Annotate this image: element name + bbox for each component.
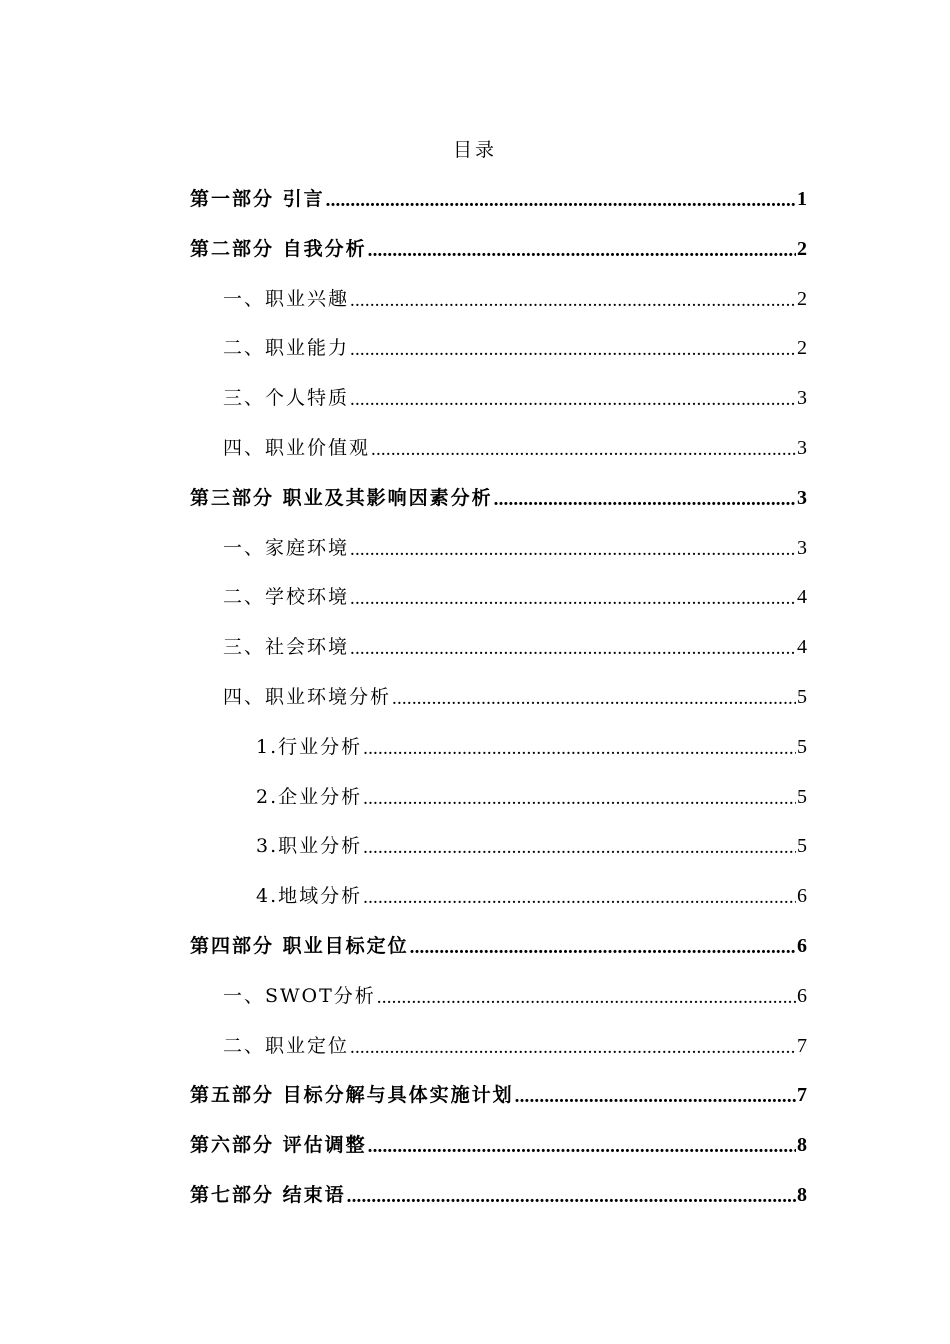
toc-entry-label: 二、职业能力 — [223, 337, 350, 360]
toc-entry[interactable] — [190, 784, 807, 834]
toc-entry-page: 3 — [797, 436, 807, 459]
toc-entry-label: 4.地域分析 — [256, 885, 363, 908]
toc-leader-dots — [350, 639, 796, 659]
toc-entry[interactable] — [190, 286, 807, 336]
toc-entry-page: 3 — [797, 536, 807, 559]
toc-entry-label: 2.企业分析 — [256, 785, 363, 808]
toc-entry-page: 3 — [797, 486, 807, 509]
toc-entry-label: 3.职业分析 — [256, 835, 363, 858]
toc-title: 目录 — [452, 139, 497, 161]
toc-entry-page: 5 — [797, 685, 807, 708]
toc-leader-dots — [371, 440, 796, 460]
toc-leader-dots — [350, 340, 796, 360]
toc-entry-page: 7 — [797, 1084, 807, 1107]
toc-entry[interactable] — [190, 584, 807, 634]
toc-leader-dots — [326, 191, 796, 211]
toc-entry-label: 第五部分 目标分解与具体实施计划 — [190, 1084, 514, 1107]
toc-entry-page: 2 — [797, 337, 807, 360]
toc-entry-page: 2 — [797, 287, 807, 310]
toc-leader-dots — [363, 789, 796, 809]
toc-leader-dots — [363, 739, 796, 759]
toc-leader-dots — [377, 988, 796, 1008]
toc-leader-dots — [392, 689, 796, 709]
toc-entry[interactable] — [190, 435, 807, 485]
toc-leader-dots — [347, 1187, 796, 1207]
toc-leader-dots — [350, 589, 796, 609]
toc-entry-page: 6 — [797, 984, 807, 1007]
toc-entry[interactable] — [190, 335, 807, 385]
toc-entry-page: 4 — [797, 636, 807, 659]
toc-entry-label: 三、个人特质 — [223, 387, 350, 410]
toc-entry-label: 三、社会环境 — [223, 636, 350, 659]
toc-entry-label: 四、职业环境分析 — [223, 685, 392, 708]
toc-entry[interactable] — [190, 186, 807, 236]
toc-entry-label: 第四部分 职业目标定位 — [190, 934, 409, 957]
toc-entry-page: 3 — [797, 387, 807, 410]
toc-entry-page: 4 — [797, 586, 807, 609]
table-of-contents — [190, 186, 807, 1232]
toc-entry-page: 5 — [797, 835, 807, 858]
toc-entry-label: 一、家庭环境 — [223, 536, 350, 559]
toc-entry[interactable] — [190, 983, 807, 1033]
toc-entry[interactable] — [190, 634, 807, 684]
toc-leader-dots — [368, 1137, 796, 1157]
toc-entry[interactable] — [190, 933, 807, 983]
toc-entry[interactable] — [190, 1132, 807, 1182]
toc-entry-page: 6 — [797, 934, 807, 957]
toc-leader-dots — [350, 390, 796, 410]
toc-entry-label: 四、职业价值观 — [223, 436, 371, 459]
toc-entry[interactable] — [190, 734, 807, 784]
toc-entry-label: 第三部分 职业及其影响因素分析 — [190, 486, 493, 509]
toc-leader-dots — [410, 938, 796, 958]
toc-entry[interactable] — [190, 1082, 807, 1132]
toc-entry-label: 第六部分 评估调整 — [190, 1134, 367, 1157]
toc-entry-label: 二、学校环境 — [223, 586, 350, 609]
toc-leader-dots — [515, 1087, 796, 1107]
toc-entry[interactable] — [190, 883, 807, 933]
toc-entry[interactable] — [190, 535, 807, 585]
toc-entry-page: 7 — [797, 1034, 807, 1057]
toc-entry-label: 一、职业兴趣 — [223, 287, 350, 310]
toc-leader-dots — [368, 241, 796, 261]
toc-entry[interactable] — [190, 1182, 807, 1232]
toc-entry-page: 6 — [797, 885, 807, 908]
toc-entry-label: 一、SWOT分析 — [223, 984, 376, 1007]
toc-entry[interactable] — [190, 1033, 807, 1083]
toc-leader-dots — [350, 540, 796, 560]
toc-leader-dots — [363, 838, 796, 858]
toc-entry-page: 5 — [797, 785, 807, 808]
toc-entry-page: 8 — [797, 1134, 807, 1157]
toc-entry-label: 第七部分 结束语 — [190, 1183, 346, 1206]
toc-entry-label: 第二部分 自我分析 — [190, 237, 367, 260]
toc-leader-dots — [350, 1038, 796, 1058]
toc-entry-label: 二、职业定位 — [223, 1034, 350, 1057]
toc-entry[interactable] — [190, 684, 807, 734]
toc-entry[interactable] — [190, 833, 807, 883]
toc-entry-page: 8 — [797, 1183, 807, 1206]
toc-leader-dots — [494, 490, 796, 510]
toc-entry[interactable] — [190, 385, 807, 435]
toc-entry[interactable] — [190, 236, 807, 286]
toc-entry-label: 1.行业分析 — [256, 735, 363, 758]
toc-entry-page: 2 — [797, 237, 807, 260]
toc-leader-dots — [363, 888, 796, 908]
toc-entry-page: 1 — [797, 188, 807, 210]
toc-entry-label: 第一部分 引言 — [190, 188, 325, 210]
toc-entry-page: 5 — [797, 735, 807, 758]
toc-leader-dots — [350, 291, 796, 311]
toc-entry[interactable] — [190, 485, 807, 535]
